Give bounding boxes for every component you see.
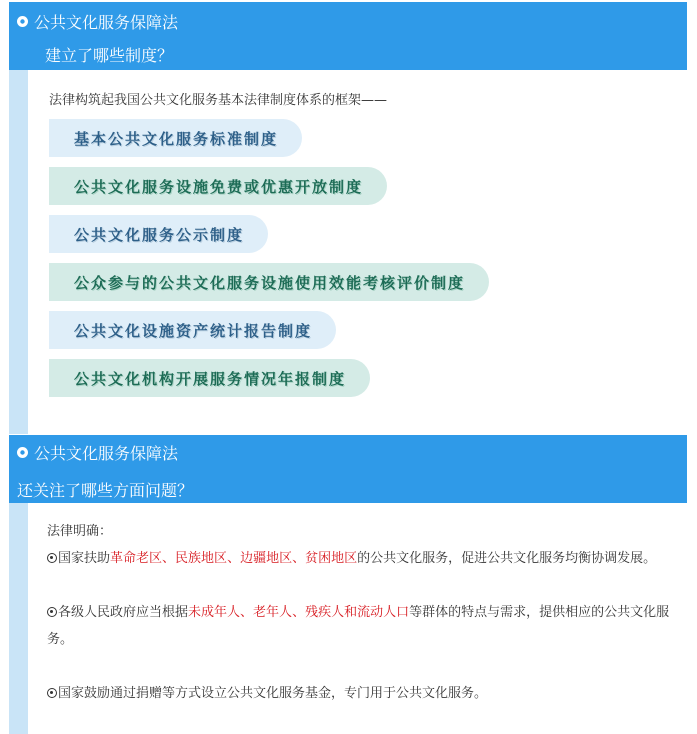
side-stripe: [9, 70, 28, 434]
circled-dot-icon: [17, 16, 28, 27]
highlight-text: 残疾人和流动人口: [305, 605, 410, 620]
highlight-separator: 、: [162, 551, 176, 566]
highlight-text: 边疆地区: [240, 551, 293, 566]
section-institutions: [9, 2, 687, 434]
section-title: 公共文化服务保障法: [34, 12, 179, 32]
highlight-text: 革命老区: [110, 551, 163, 566]
circled-dot-icon: [47, 553, 57, 563]
text-segment: 等群体的特点与需求，提供相应的公共文化服务。: [47, 605, 670, 647]
section-header: [9, 435, 687, 503]
paragraph-support-regions: [47, 545, 685, 572]
circled-dot-icon: [47, 688, 57, 698]
highlight-separator: 、: [227, 551, 241, 566]
institution-item: 公共文化服务公示制度: [49, 215, 268, 253]
spacer: [47, 572, 685, 599]
institution-item: 公共文化机构开展服务情况年报制度: [49, 359, 370, 397]
circled-dot-icon: [47, 607, 57, 617]
intro-text: 法律明确：: [47, 524, 113, 539]
side-stripe: [9, 503, 28, 734]
highlight-text: 民族地区: [175, 551, 228, 566]
section-body: [47, 518, 685, 707]
section-subtitle: 还关注了哪些方面问题？: [17, 481, 194, 500]
institution-item: 基本公共文化服务标准制度: [49, 119, 302, 157]
text-segment: 国家扶助: [58, 551, 111, 566]
highlight-text: 贫困地区: [305, 551, 358, 566]
intro-text: 法律构筑起我国公共文化服务基本法律制度体系的框架——: [49, 93, 388, 108]
circled-dot-icon: [17, 447, 28, 458]
text-segment: 国家鼓励通过捐赠等方式设立公共文化服务基金，专门用于公共文化服务。: [58, 686, 488, 701]
text-segment: 各级人民政府应当根据: [58, 605, 189, 620]
text-segment: 的公共文化服务，促进公共文化服务均衡协调发展。: [357, 551, 657, 566]
section-subtitle: 建立了哪些制度？: [45, 46, 174, 65]
section-header: [9, 2, 687, 70]
highlight-separator: 、: [292, 605, 306, 620]
paragraph-groups: [47, 599, 685, 653]
section-title-row: [17, 10, 178, 32]
institution-item: 公众参与的公共文化服务设施使用效能考核评价制度: [49, 263, 489, 301]
section-concerns: [9, 435, 687, 734]
institution-item: 公共文化服务设施免费或优惠开放制度: [49, 167, 387, 205]
highlight-text: 老年人: [253, 605, 293, 620]
highlight-text: 未成年人: [188, 605, 241, 620]
paragraph-fund: [47, 680, 685, 707]
section-title-row: [17, 441, 178, 463]
spacer: [47, 653, 685, 680]
institution-item: 公共文化设施资产统计报告制度: [49, 311, 336, 349]
section-title: 公共文化服务保障法: [34, 443, 179, 463]
highlight-separator: 、: [240, 605, 254, 620]
highlight-separator: 、: [292, 551, 306, 566]
